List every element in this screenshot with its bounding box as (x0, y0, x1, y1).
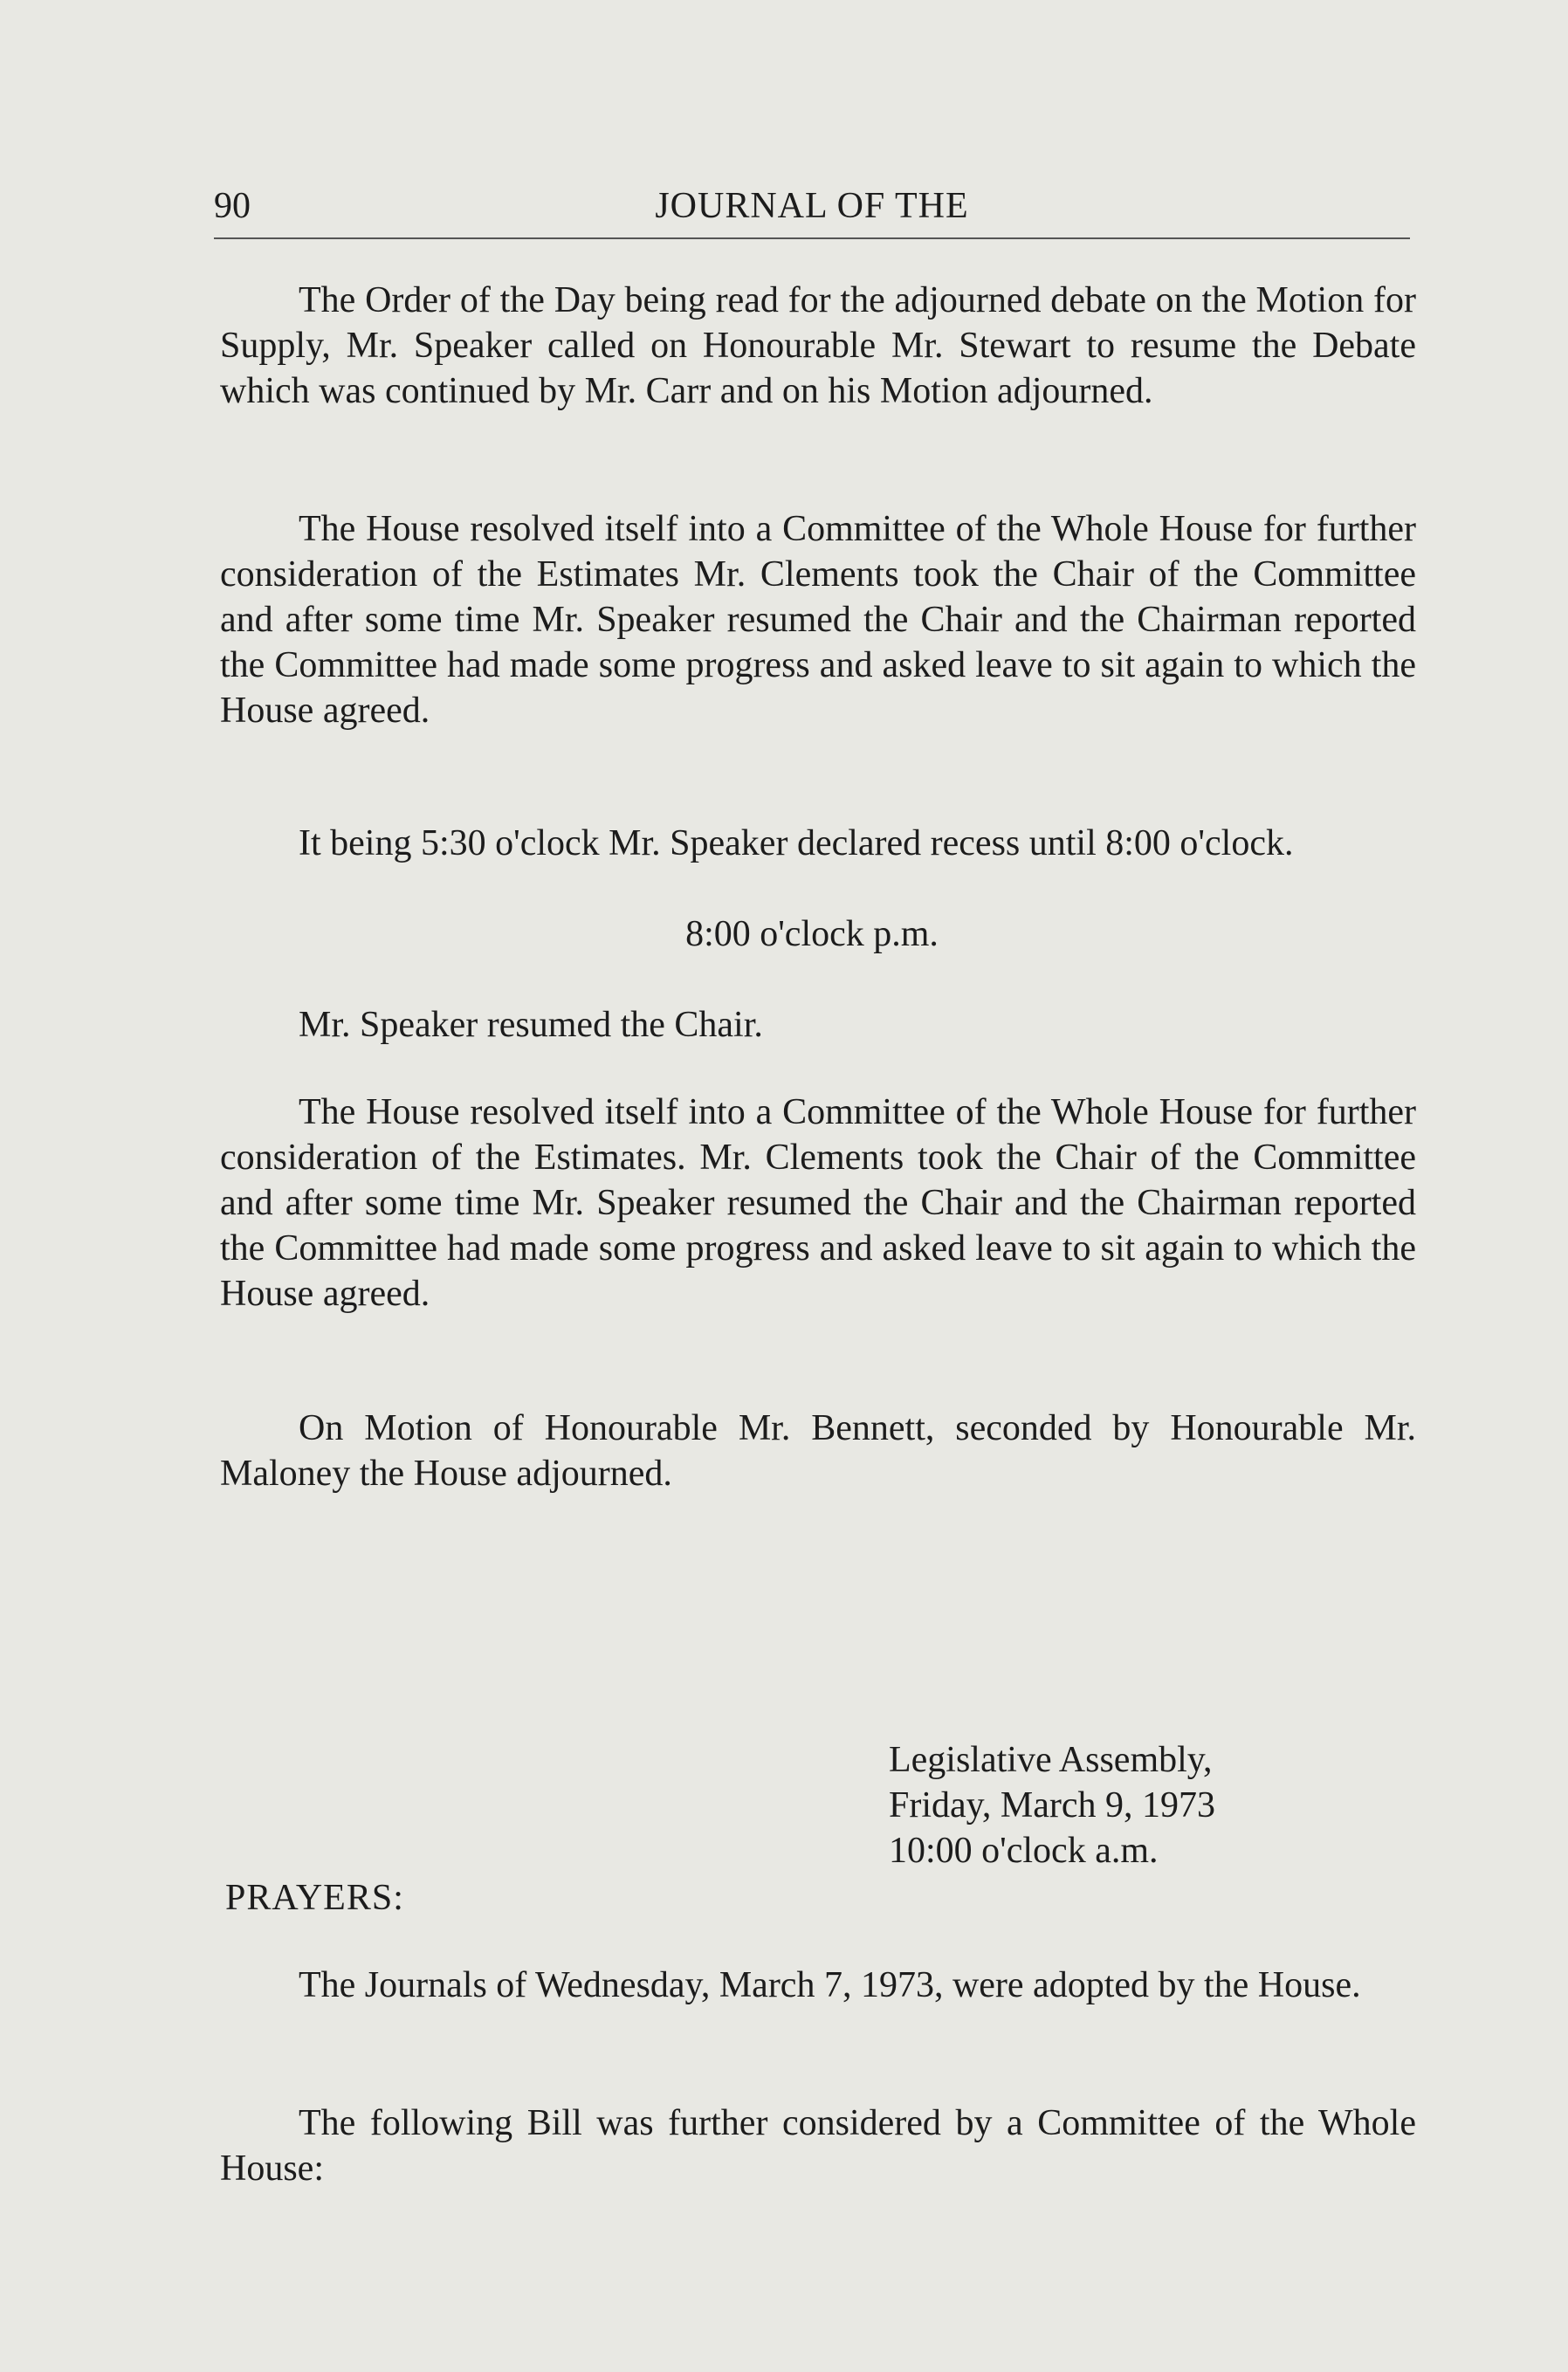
paragraph-text: On Motion of Honourable Mr. Bennett, seconded by Honourable Mr. Maloney the House adjourned. (220, 1408, 1416, 1494)
dateline-time: 10:00 o'clock a.m. (889, 1831, 1159, 1871)
paragraph-text: The Journals of Wednesday, March 7, 1973, were adopted by the House. (299, 1965, 1361, 2005)
paragraph-bill-considered (220, 2100, 1416, 2191)
page-number: 90 (214, 186, 251, 226)
paragraph-text: The Order of the Day being read for the adjourned debate on the Motion for Supply, Mr. Speaker called on Honourable Mr. Stewart to resume the Debate which was continued by Mr. Carr and on his Motion adjourned. (220, 280, 1416, 411)
paragraph-text: The House resolved itself into a Committee of the Whole House for further consideration of the Estimates. Mr. Clements took the Chair of the Committee and after some time Mr. Speaker resumed the Chair and the Chairman reported the Committee had made some progress and asked leave to sit again to which the House agreed. (220, 1092, 1416, 1314)
paragraph-text: The House resolved itself into a Committee of the Whole House for further consideration of the Estimates Mr. Clements took the Chair of the Committee and after some time Mr. Speaker resumed the Chair and the Chairman reported the Committee had made some progress and asked leave to sit again to which the House agreed. (220, 509, 1416, 731)
paragraph-committee-estimates-2 (220, 1090, 1416, 1317)
prayers-heading: PRAYERS: (225, 1878, 404, 1918)
paragraph-text: It being 5:30 o'clock Mr. Speaker declared recess until 8:00 o'clock. (299, 823, 1294, 863)
header-rule (214, 237, 1410, 239)
paragraph-text: The following Bill was further considered by a Committee of the Whole House: (220, 2103, 1416, 2189)
paragraph-text: Mr. Speaker resumed the Chair. (299, 1005, 763, 1045)
paragraph-committee-estimates-1 (220, 506, 1416, 733)
paragraph-journals-adopted (220, 1963, 1416, 2008)
paragraph-adjournment (220, 1406, 1416, 1496)
evening-time-line: 8:00 o'clock p.m. (685, 914, 939, 954)
page-header (214, 179, 1410, 233)
dateline-date: Friday, March 9, 1973 (889, 1785, 1216, 1825)
paragraph-speaker-resumed (220, 1002, 1416, 1048)
sitting-dateline (889, 1737, 1215, 1874)
running-head: JOURNAL OF THE (655, 186, 969, 226)
paragraph-supply-debate (220, 278, 1416, 414)
dateline-assembly: Legislative Assembly, (889, 1740, 1213, 1780)
paragraph-recess (220, 821, 1416, 866)
